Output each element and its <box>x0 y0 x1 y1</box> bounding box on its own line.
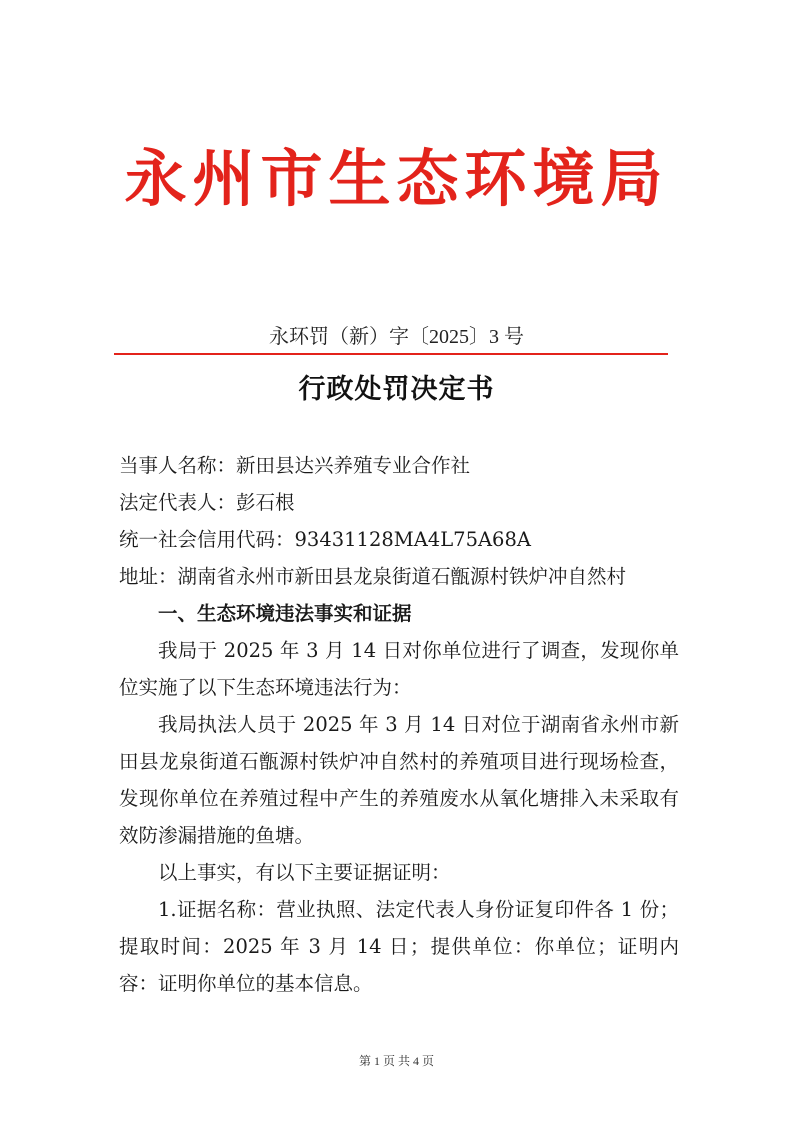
legal-representative: 法定代表人：彭石根 <box>119 491 295 514</box>
document-body <box>119 447 679 1002</box>
document-title: 行政处罚决定书 <box>298 374 495 405</box>
investigation-paragraph: 我局于 2025 年 3 月 14 日对你单位进行了调查，发现你单位实施了以下生态环境违法行为： <box>119 639 679 699</box>
party-name: 当事人名称：新田县达兴养殖专业合作社 <box>119 454 471 477</box>
evidence-item-1: 1.证据名称：营业执照、法定代表人身份证复印件各 1 份；提取时间：2025 年 3 月 14 日；提供单位：你单位；证明内容：证明你单位的基本信息。 <box>119 898 679 995</box>
document-number: 永环罚（新）字〔2025〕3 号 <box>269 326 524 348</box>
evidence-intro-paragraph: 以上事实，有以下主要证据证明： <box>158 861 451 884</box>
inspection-paragraph: 我局执法人员于 2025 年 3 月 14 日对位于湖南省永州市新田县龙泉街道石甑源村铁炉冲自然村的养殖项目进行现场检查，发现你单位在养殖过程中产生的养殖废水从氧化塘排入未采取有效防渗漏措施的鱼塘。 <box>119 713 679 847</box>
page-number: 第 1 页 共 4 页 <box>358 1054 434 1068</box>
credit-code: 统一社会信用代码：93431128MA4L75A68A <box>119 528 531 551</box>
agency-masthead: 永州市生态环境局 <box>124 142 669 215</box>
party-address: 地址：湖南省永州市新田县龙泉街道石甑源村铁炉冲自然村 <box>119 565 627 588</box>
section-heading: 一、生态环境违法事实和证据 <box>158 602 412 625</box>
red-divider-line <box>114 353 668 355</box>
